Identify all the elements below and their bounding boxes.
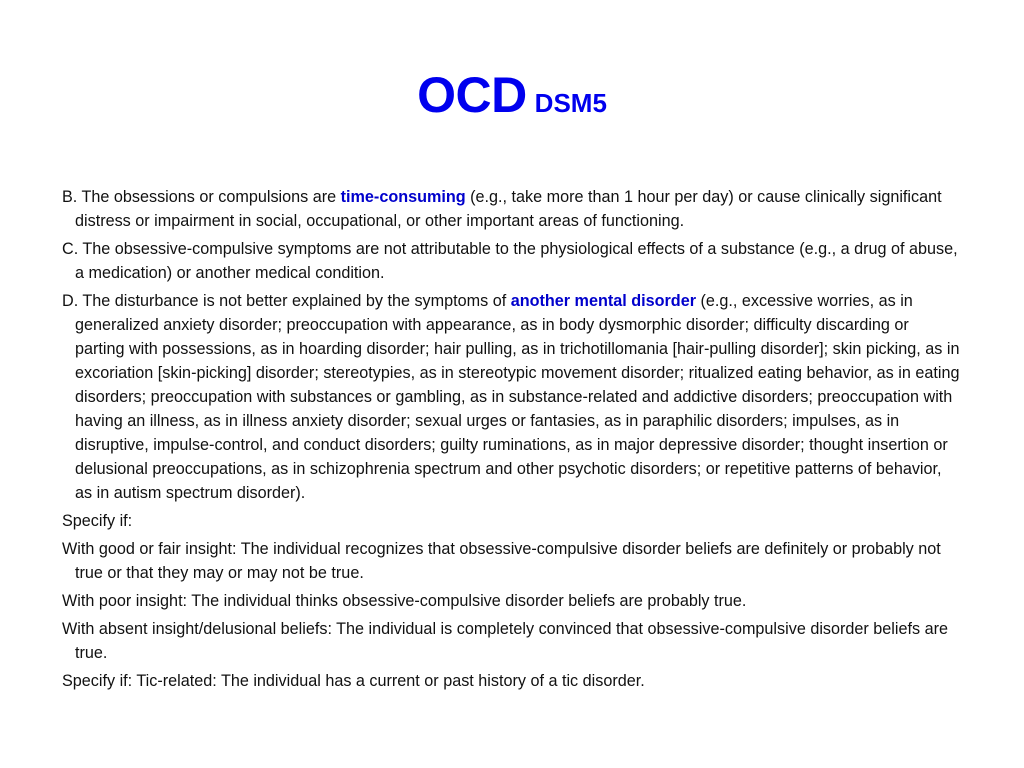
criterion-b-text-start: B. The obsessions or compulsions are [62,188,341,206]
slide-title [0,66,1024,124]
criterion-d-text-end: (e.g., excessive worries, as in generalized anxiety disorder; preoccupation with appearance, as in body dysmorphic disorder; difficulty discarding or parting with possessions, as in hoarding disorder; hair pulling, as in trichotillomania [hair-pulling disorder]; skin picking, as in excoriation [skin-picking] disorder; stereotypies, as in stereotypic movement disorder; ritualized eating behavior, as in eating disorders; preoccupation with substances or gambling, as in substance-related and addictive disorders; preoccupation with having an illness, as in illness anxiety disorder; sexual urges or fantasies, as in paraphilic disorders; impulses, as in disruptive, impulse-control, and conduct disorders; guilty ruminations, as in major depressive disorder; thought insertion or delusional preoccupations, as in schizophrenia spectrum and other psychotic disorders; or repetitive patterns of behavior, as in autism spectrum disorder). [75,292,960,502]
criterion-d-text-start: D. The disturbance is not better explained by the symptoms of [62,292,511,310]
title-subtitle: DSM5 [534,88,607,118]
specifier-poor-insight: With poor insight: The individual thinks obsessive-compulsive disorder beliefs are probably true. [62,592,747,610]
criterion-c: C. The obsessive-compulsive symptoms are not attributable to the physiological effects of a substance (e.g., a drug of abuse, a medication) or another medical condition. [62,240,958,282]
criterion-d [62,289,962,505]
specifier-good-insight: With good or fair insight: The individual recognizes that obsessive-compulsive disorder beliefs are definitely or probably not true or that they may or may not be true. [62,540,941,582]
criterion-d-highlight: another mental disorder [510,292,696,310]
slide-body [62,185,962,697]
specifier-tic-related: Specify if: Tic-related: The individual has a current or past history of a tic disorder. [62,672,645,690]
criterion-b-highlight: time-consuming [340,188,466,206]
criterion-b-text-end: (e.g., take more than 1 hour per day) or cause clinically significant distress or impairment in social, occupational, or other important areas of functioning. [75,188,942,230]
title-main: OCD [417,67,527,123]
criterion-b [62,185,962,233]
specify-if: Specify if: [62,512,133,530]
specifier-absent-insight: With absent insight/delusional beliefs: The individual is completely convinced that obsessive-compulsive disorder beliefs are true. [62,620,948,662]
